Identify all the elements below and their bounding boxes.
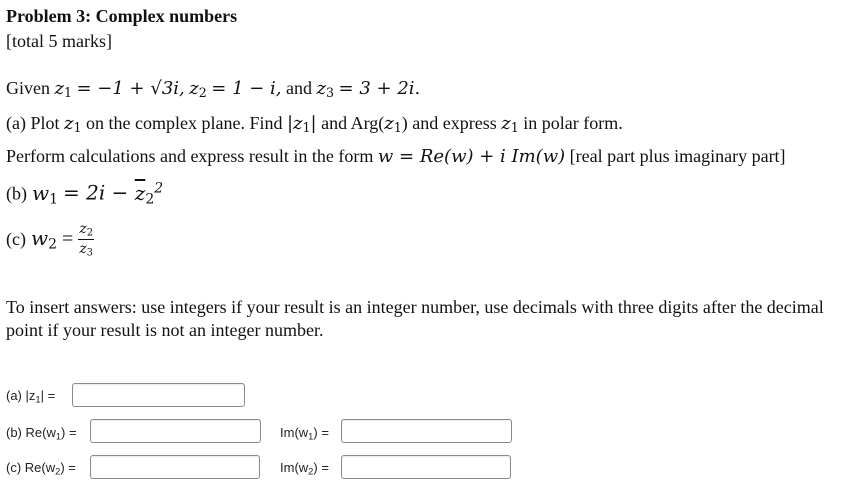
answer-instructions: To insert answers: use integers if your result is an integer number, use decimals with three digits after the decimal point if your result is not an integer number.	[6, 297, 824, 340]
part-a-text-3: and express	[407, 113, 502, 133]
z3-definition: = 3 + 2i.	[338, 78, 421, 99]
part-a-text-4: in polar form.	[518, 113, 623, 133]
part-c-fraction: $\frac{z_2}{z_3}$	[79, 221, 93, 259]
problem-title: Problem 3: Complex numbers	[6, 6, 238, 26]
instruction-text-2: [real part plus imaginary part]	[565, 146, 786, 166]
z1-definition: = −1 + √3i,	[76, 78, 185, 99]
part-c-question: (c) $w_2$ = $\frac{z_2}{z_3}$	[6, 221, 93, 259]
part-c-label: (c)	[6, 228, 26, 249]
label-abs-z1: (a) $|z_1|$ =	[6, 388, 56, 405]
label-re-w1: (b) $Re(w_1)$ =	[6, 425, 77, 442]
z2-definition: = 1 − i,	[211, 78, 282, 99]
part-b-rhs: = 2i −	[63, 180, 135, 205]
given-prefix: Given	[6, 78, 55, 98]
part-a-label: (a) Plot	[6, 113, 60, 133]
part-b-label: (b)	[6, 183, 27, 204]
im-w1-input[interactable]	[341, 419, 512, 443]
part-b-question: (b) $w_1 = 2i - \overline{z}_2^2$	[6, 180, 164, 208]
label-im-w1: $Im(w_1)$ =	[280, 425, 329, 442]
given-line: Given $z_1 = -1 + √3i$, $z_2 = 1 - i$, and $z_3 = 3 + 2i$.	[6, 78, 421, 101]
instruction-line	[6, 146, 786, 167]
label-im-w2: $Im(w_2)$ =	[280, 460, 329, 477]
part-a-text-1: on the complex plane. Find	[81, 113, 287, 133]
part-a-text-2: and	[316, 113, 351, 133]
instruction-text-1: Perform calculations and express result in the form	[6, 146, 378, 166]
part-a-question: (a) Plot $z_1$ on the complex plane. Find $|z_1|$ and $Arg(z_1)$ and express $z_1$ in polar form.	[6, 113, 623, 136]
total-marks: [total 5 marks]	[6, 31, 112, 51]
re-w1-input[interactable]	[90, 419, 261, 443]
label-re-w2: (c) $Re(w_2)$ =	[6, 460, 76, 477]
re-w2-input[interactable]	[90, 455, 260, 479]
abs-z1-input[interactable]	[72, 383, 245, 407]
given-and: and	[281, 78, 317, 98]
instruction-formula: w = Re(w) + i Im(w)	[377, 146, 566, 167]
im-w2-input[interactable]	[341, 455, 511, 479]
